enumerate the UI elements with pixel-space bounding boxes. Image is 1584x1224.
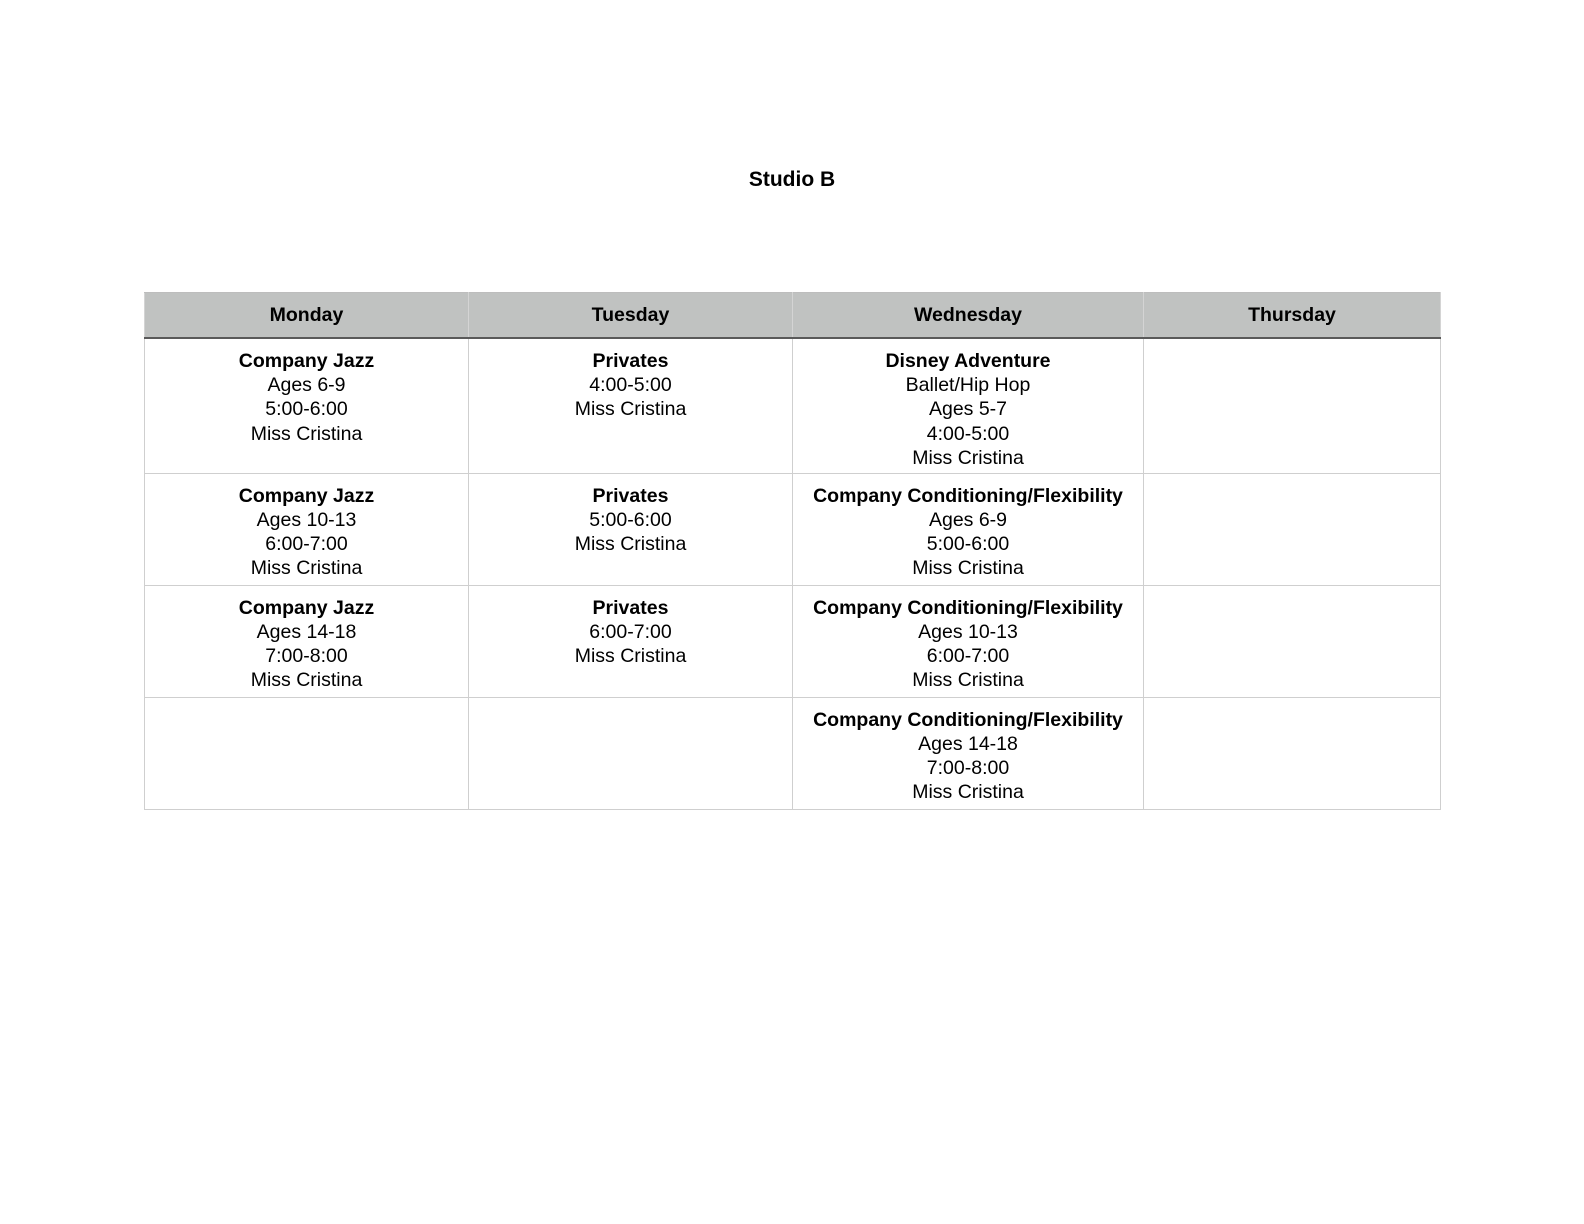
class-cell-wednesday: [793, 338, 1144, 473]
class-detail: Miss Cristina: [912, 446, 1024, 469]
schedule-row: [145, 697, 1441, 809]
class-detail: Miss Cristina: [574, 532, 687, 555]
schedule-row: [145, 338, 1441, 473]
class-detail: Miss Cristina: [250, 557, 363, 580]
day-header-wednesday: Wednesday: [793, 293, 1144, 339]
class-title: Company Conditioning/Flexibility: [813, 596, 1123, 619]
day-header-tuesday: Tuesday: [469, 293, 793, 339]
header-row: [145, 293, 1441, 339]
class-detail: 5:00-6:00: [926, 532, 1010, 555]
class-cell-monday: [145, 338, 469, 473]
class-detail: Ages 10-13: [256, 508, 357, 531]
class-detail: 4:00-5:00: [926, 422, 1010, 445]
class-detail: Ages 14-18: [918, 732, 1018, 755]
class-cell-tuesday: [469, 338, 793, 473]
class-cell-thursday: [1144, 338, 1441, 473]
class-detail: Ages 5-7: [928, 398, 1008, 421]
class-detail: Ages 10-13: [918, 620, 1018, 643]
class-detail: 6:00-7:00: [589, 620, 672, 643]
class-detail: 6:00-7:00: [265, 532, 348, 555]
class-title: Privates: [592, 484, 669, 507]
schedule-row: [145, 585, 1441, 697]
class-title: Privates: [592, 350, 669, 372]
class-cell-wednesday: [793, 585, 1144, 697]
class-detail: 7:00-8:00: [265, 644, 348, 667]
class-detail: Miss Cristina: [574, 644, 687, 667]
class-detail: Ages 14-18: [256, 620, 357, 643]
class-detail: Miss Cristina: [574, 398, 687, 421]
class-detail: Ages 6-9: [267, 374, 346, 397]
schedule-row: [145, 473, 1441, 585]
class-title: Disney Adventure: [885, 350, 1051, 372]
class-title: Company Jazz: [238, 350, 375, 372]
class-detail: Miss Cristina: [912, 669, 1024, 692]
class-detail: 5:00-6:00: [265, 398, 348, 421]
page-title: Studio B: [748, 168, 836, 191]
class-cell-monday: [145, 585, 469, 697]
schedule-table: [144, 292, 1441, 810]
class-cell-tuesday: [469, 585, 793, 697]
class-detail: Miss Cristina: [250, 422, 363, 445]
class-detail: 7:00-8:00: [926, 756, 1010, 779]
class-title: Company Jazz: [238, 484, 375, 507]
class-detail: Miss Cristina: [250, 669, 363, 692]
class-cell-thursday: [1144, 473, 1441, 585]
class-detail: 4:00-5:00: [589, 374, 672, 397]
class-title: Privates: [592, 596, 669, 619]
class-detail: Ages 6-9: [928, 508, 1008, 531]
schedule-body: [145, 338, 1441, 809]
class-detail: Ballet/Hip Hop: [905, 374, 1031, 397]
day-header-thursday: Thursday: [1144, 293, 1441, 339]
class-title: Company Conditioning/Flexibility: [813, 708, 1123, 731]
class-detail: Miss Cristina: [912, 557, 1024, 580]
day-header-monday: Monday: [145, 293, 469, 339]
class-cell-monday: [145, 697, 469, 809]
class-cell-wednesday: [793, 697, 1144, 809]
class-cell-monday: [145, 473, 469, 585]
class-cell-wednesday: [793, 473, 1144, 585]
class-cell-thursday: [1144, 697, 1441, 809]
class-title: Company Conditioning/Flexibility: [813, 484, 1123, 507]
class-cell-tuesday: [469, 697, 793, 809]
class-detail: 5:00-6:00: [589, 508, 672, 531]
class-cell-tuesday: [469, 473, 793, 585]
class-detail: 6:00-7:00: [926, 644, 1010, 667]
class-detail: Miss Cristina: [912, 781, 1024, 804]
class-title: Company Jazz: [238, 596, 375, 619]
class-cell-thursday: [1144, 585, 1441, 697]
